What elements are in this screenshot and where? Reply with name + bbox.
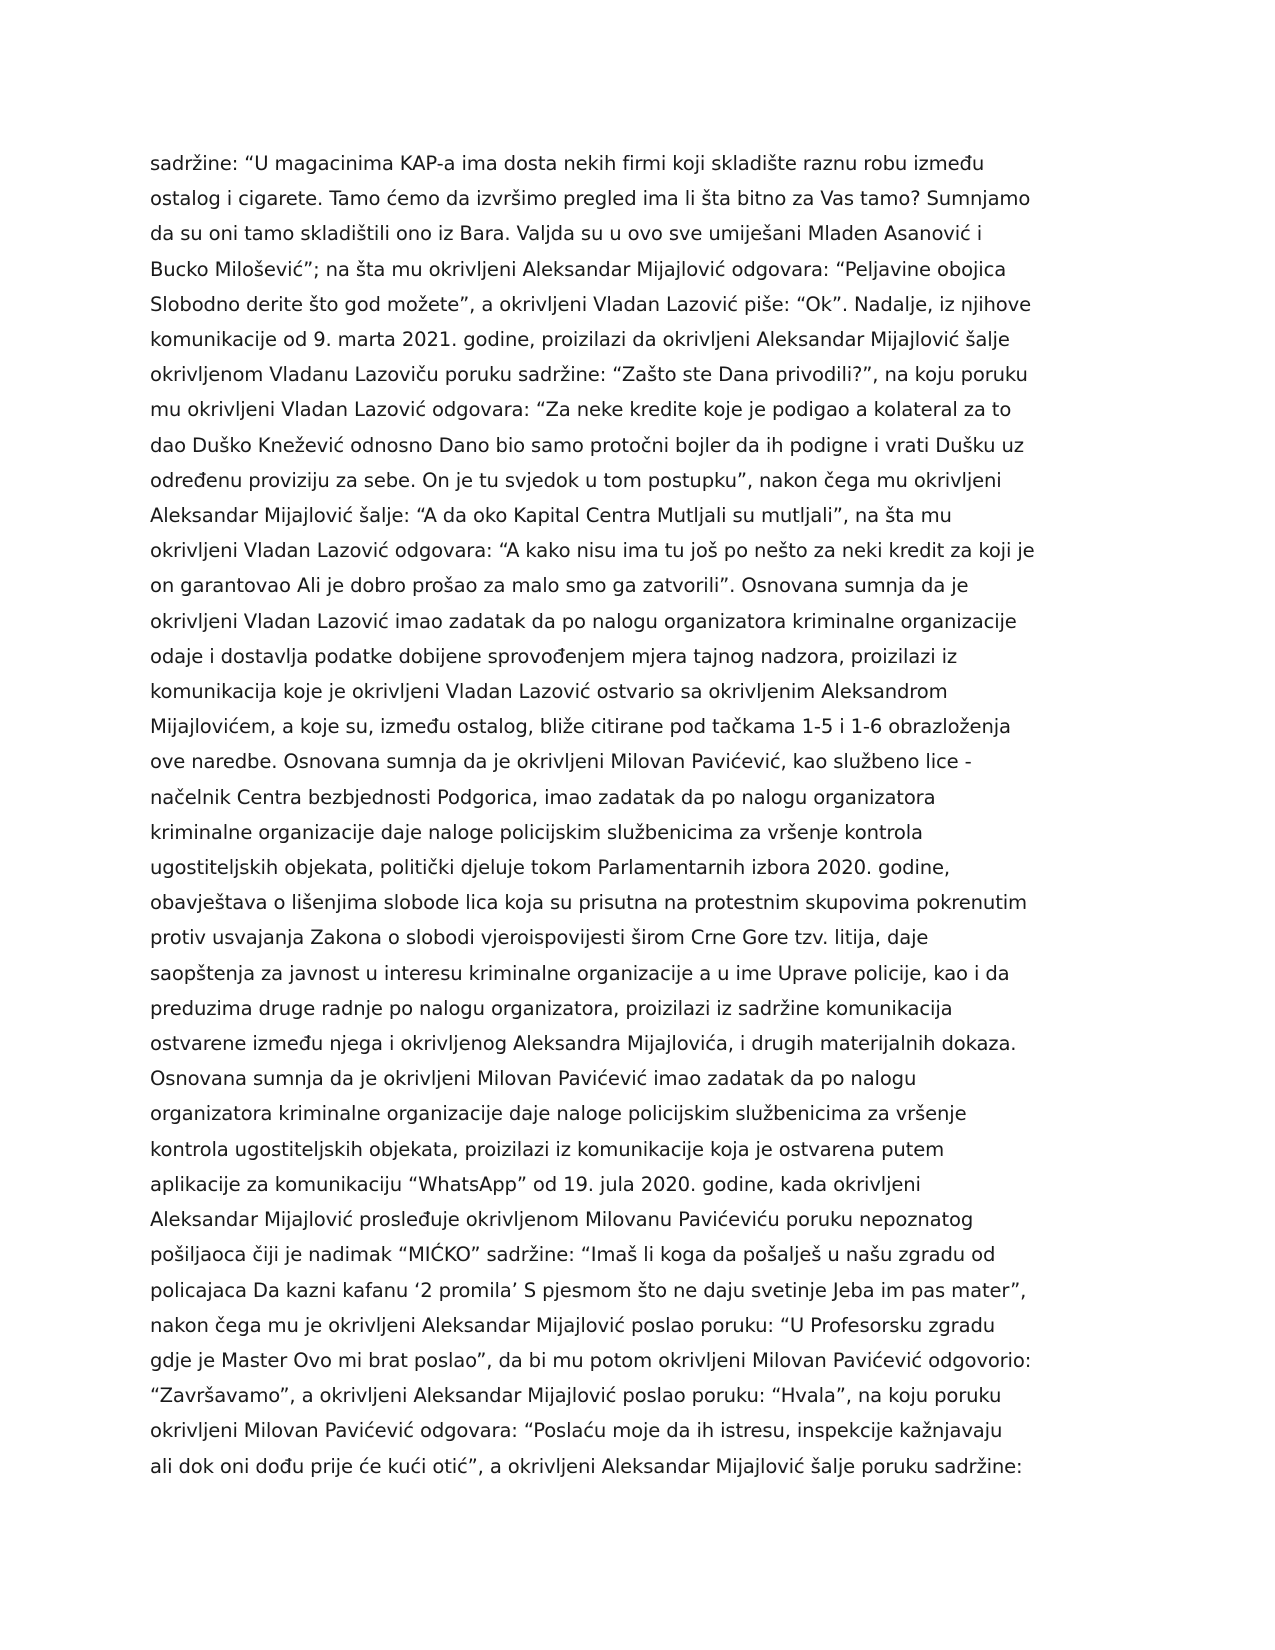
text-line: obavještava o lišenjima slobode lica koja su prisutna na protestnim skupovima pokrenutim <box>150 891 1027 915</box>
text-line: odaje i dostavlja podatke dobijene sprovođenjem mjera tajnog nadzora, proizilazi iz <box>150 644 958 668</box>
text-line: kriminalne organizacije daje naloge policijskim službenicima za vršenje kontrola <box>150 820 923 844</box>
text-line: da su oni tamo skladištili ono iz Bara. Valjda su u ovo sve umiješani Mladen Asanović i <box>150 222 983 246</box>
text-line: nakon čega mu je okrivljeni Aleksandar Mijajlović poslao poruku: “U Profesorsku zgradu <box>150 1313 995 1337</box>
text-line: ugostiteljskih objekata, politički djeluje tokom Parlamentarnih izbora 2020. godine, <box>150 856 950 880</box>
text-line: ostvarene između njega i okrivljenog Aleksandra Mijajlovića, i drugih materijalnih dokaza. <box>150 1032 1017 1056</box>
text-line: načelnik Centra bezbjednosti Podgorica, imao zadatak da po nalogu organizatora <box>150 785 936 809</box>
text-line: Mijajlovićem, a koje su, između ostalog, bliže citirane pod tačkama 1-5 i 1-6 obrazloženja <box>150 715 1011 739</box>
text-line: Bucko Milošević”; na šta mu okrivljeni Aleksandar Mijajlović odgovara: “Peljavine obojica <box>150 257 1007 281</box>
text-line: okrivljeni Vladan Lazović imao zadatak da po nalogu organizatora kriminalne organizacije <box>150 609 1017 633</box>
text-line: određenu proviziju za sebe. On je tu svjedok u tom postupku”, nakon čega mu okrivljeni <box>150 468 1002 492</box>
text-line: okrivljeni Milovan Pavićević odgovara: “Poslaću moje da ih istresu, inspekcije kažnjavaju <box>150 1419 1003 1443</box>
text-line: “Završavamo”, a okrivljeni Aleksandar Mijajlović poslao poruku: “Hvala”, na koju poruku <box>150 1384 1002 1408</box>
text-line: kontrola ugostiteljskih objekata, proizilazi iz komunikacije koja je ostvarena putem <box>150 1137 945 1161</box>
text-line: ali dok oni dođu prije će kući otić”, a okrivljeni Aleksandar Mijajlović šalje poruku sadržine: <box>150 1454 1023 1478</box>
text-line: mu okrivljeni Vladan Lazović odgovara: “Za neke kredite koje je podigao a kolateral za to <box>150 398 1012 422</box>
text-line: pošiljaoca čiji je nadimak “MIĆKO” sadržine: “Imaš li koga da pošalješ u našu zgradu od <box>150 1243 996 1267</box>
text-line: protiv usvajanja Zakona o slobodi vjeroispovijesti širom Crne Gore tzv. litija, daje <box>150 926 929 950</box>
text-line: dao Duško Knežević odnosno Dano bio samo protočni bojler da ih podigne i vrati Dušku uz <box>150 433 1024 457</box>
text-line: Aleksandar Mijajlović prosleđuje okrivljenom Milovanu Pavićeviću poruku nepoznatog <box>150 1208 974 1232</box>
text-line: on garantovao Ali je dobro prošao za malo smo ga zatvorili”. Osnovana sumnja da je <box>150 574 969 598</box>
text-line: policajaca Da kazni kafanu ‘2 promila’ S pjesmom što ne daju svetinje Jeba im pas mater”, <box>150 1278 1027 1302</box>
text-line: preduzima druge radnje po nalogu organizatora, proizilazi iz sadržine komunikacija <box>150 996 953 1020</box>
text-line: ove naredbe. Osnovana sumnja da je okrivljeni Milovan Pavićević, kao službeno lice - <box>150 750 972 774</box>
text-line: ostalog i cigarete. Tamo ćemo da izvršimo pregled ima li šta bitno za Vas tamo? Sumnjamo <box>150 187 1031 211</box>
text-line: sadržine: “U magacinima KAP-a ima dosta nekih firmi koji skladište raznu robu između <box>150 152 985 175</box>
text-line: Osnovana sumnja da je okrivljeni Milovan Pavićević imao zadatak da po nalogu <box>150 1067 917 1091</box>
text-line: gdje je Master Ovo mi brat poslao”, da bi mu potom okrivljeni Milovan Pavićević odgovorio: <box>150 1348 1032 1372</box>
text-line: okrivljenom Vladanu Lazoviču poruku sadržine: “Zašto ste Dana privodili?”, na koju poruku <box>150 363 1028 387</box>
text-line: komunikacije od 9. marta 2021. godine, proizilazi da okrivljeni Aleksandar Mijajlović šalje <box>150 328 1010 352</box>
body-paragraph <box>150 146 1130 1484</box>
text-line: aplikacije za komunikaciju “WhatsApp” od 19. jula 2020. godine, kada okrivljeni <box>150 1172 921 1196</box>
text-line: saopštenja za javnost u interesu kriminalne organizacije a u ime Uprave policije, kao i da <box>150 961 1010 985</box>
text-line: organizatora kriminalne organizacije daje naloge policijskim službenicima za vršenje <box>150 1102 967 1126</box>
text-line: Slobodno derite što god možete”, a okrivljeni Vladan Lazović piše: “Ok”. Nadalje, iz njihove <box>150 292 1031 316</box>
text-line: komunikacija koje je okrivljeni Vladan Lazović ostvario sa okrivljenim Aleksandrom <box>150 680 948 704</box>
text-line: okrivljeni Vladan Lazović odgovara: “A kako nisu ima tu još po nešto za neki kredit za koji je <box>150 539 1035 563</box>
text-line: Aleksandar Mijajlović šalje: “A da oko Kapital Centra Mutljali su mutljali”, na šta mu <box>150 504 952 528</box>
